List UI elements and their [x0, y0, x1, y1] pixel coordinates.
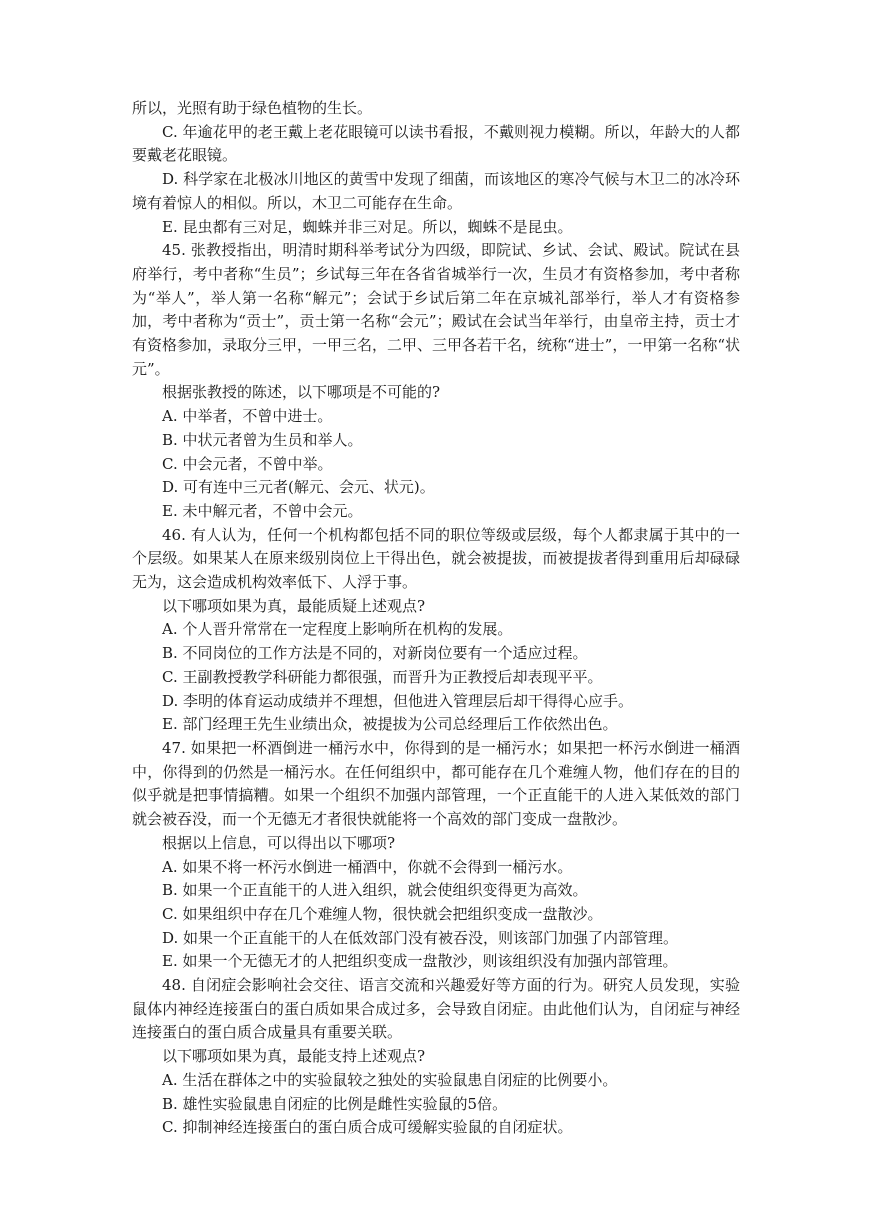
question-47: 47. 如果把一杯酒倒进一桶污水中，你得到的是一桶污水；如果把一杯污水倒进一桶酒中，你得到的仍然是一桶污水。在任何组织中，都可能存在几个难缠人物，他们存在的目的似乎就是把事情搞糟。如果一个组织不加强内部管理，一个正直能干的人进入某低效的部门就会被吞没，而一个无德无才者很快就能将一个高效的部门变成一盘散沙。: [132, 738, 740, 829]
question-45-prompt: 根据张教授的陈述，以下哪项是不可能的?: [162, 383, 441, 402]
option-d: D. 科学家在北极冰川地区的黄雪中发现了细菌，而该地区的寒冷气候与木卫二的冰冷环境有着惊人的相似。所以，木卫二可能存在生命。: [132, 170, 740, 212]
option-a: A. 生活在群体之中的实验鼠较之独处的实验鼠患自闭症的比例要小。: [162, 1070, 618, 1089]
option-e: E. 未中解元者，不曾中会元。: [162, 501, 363, 520]
option-a: A. 个人晋升常常在一定程度上影响所在机构的发展。: [162, 620, 513, 639]
option-d: D. 李明的体育运动成绩并不理想，但他进入管理层后却干得得心应手。: [162, 691, 634, 710]
option-c: C. 如果组织中存在几个难缠人物，很快就会把组织变成一盘散沙。: [162, 904, 603, 923]
question-48: 48. 自闭症会影响社会交往、语言交流和兴趣爱好等方面的行为。研究人员发现，实验鼠体内神经连接蛋白的蛋白质如果合成过多，会导致自闭症。由此他们认为，自闭症与神经连接蛋白的蛋白质合成量具有重要关联。: [132, 976, 740, 1042]
option-a: A. 如果不将一杯污水倒进一桶酒中，你就不会得到一桶污水。: [162, 857, 573, 876]
option-d: D. 如果一个正直能干的人在低效部门没有被吞没，则该部门加强了内部管理。: [162, 928, 679, 947]
question-46-prompt: 以下哪项如果为真，最能质疑上述观点?: [162, 596, 426, 615]
text-body: [132, 97, 740, 1140]
option-b: B. 中状元者曾为生员和举人。: [162, 430, 363, 449]
question-46: 46. 有人认为，任何一个机构都包括不同的职位等级或层级，每个人都隶属于其中的一个层级。如果某人在原来级别岗位上干得出色，就会被提拔，而被提拔者得到重用后却碌碌无为，这会造成机构效率低下、人浮于事。: [132, 525, 740, 592]
option-c: C. 王副教授教学科研能力都很强，而晋升为正教授后却表现平平。: [162, 667, 603, 686]
option-e: E. 昆虫都有三对足，蜘蛛并非三对足。所以，蜘蛛不是昆虫。: [162, 217, 573, 236]
option-e: E. 部门经理王先生业绩出众，被提拔为公司总经理后工作依然出色。: [162, 715, 618, 734]
option-e: E. 如果一个无德无才的人把组织变成一盘散沙，则该组织没有加强内部管理。: [162, 952, 678, 971]
option-c: C. 中会元者，不曾中举。: [162, 454, 333, 473]
option-c: C. 年逾花甲的老王戴上老花眼镜可以读书看报，不戴则视力模糊。所以，年龄大的人都要戴老花眼镜。: [132, 122, 740, 165]
question-45: 45. 张教授指出，明清时期科举考试分为四级，即院试、乡试、会试、殿试。院试在县府举行，考中者称“生员”；乡试每三年在各省省城举行一次，生员才有资格参加，考中者称为“举人”，举人第一名称“解元”；会试于乡试后第二年在京城礼部举行，举人才有资格参加，考中者称为“贡士”，贡士第一名称“会元”；殿试在会试当年举行，由皇帝主持，贡士才有资格参加，录取分三甲，一甲三名，二甲、三甲各若干名，统称“进士”，一甲第一名称“状元”。: [132, 241, 741, 378]
option-b: B. 雄性实验鼠患自闭症的比例是雌性实验鼠的5倍。: [162, 1094, 508, 1113]
question-48-prompt: 以下哪项如果为真，最能支持上述观点?: [162, 1047, 426, 1066]
option-c: C. 抑制神经连接蛋白的蛋白质合成可缓解实验鼠的自闭症状。: [162, 1118, 573, 1137]
option-b: B. 如果一个正直能干的人进入组织，就会使组织变得更为高效。: [162, 881, 588, 900]
option-a: A. 中举者，不曾中进士。: [162, 407, 333, 426]
paragraph: 所以，光照有助于绿色植物的生长。: [132, 99, 373, 117]
question-47-prompt: 根据以上信息，可以得出以下哪项?: [162, 833, 396, 852]
option-d: D. 可有连中三元者(解元、会元、状元)。: [162, 478, 435, 497]
option-b: B. 不同岗位的工作方法是不同的，对新岗位要有一个适应过程。: [162, 644, 588, 663]
